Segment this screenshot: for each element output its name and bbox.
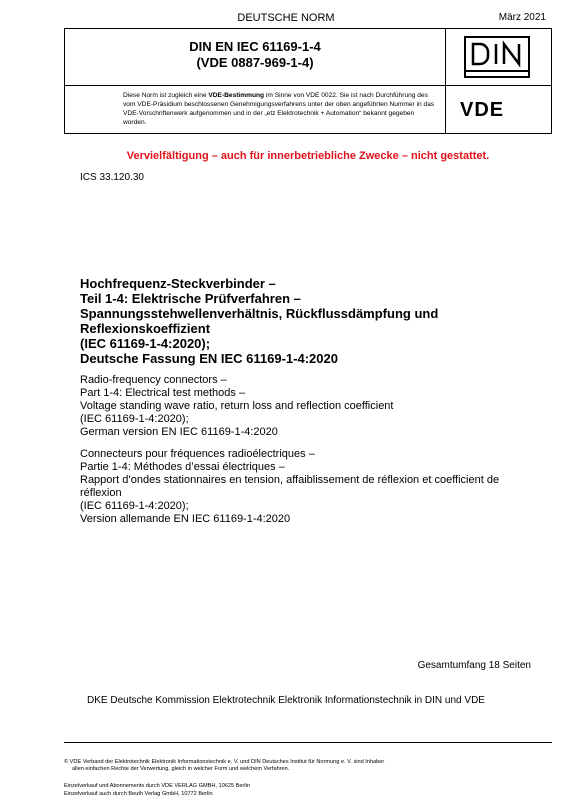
- notice-text-start: Diese Norm ist zugleich eine: [123, 92, 209, 99]
- english-title: [80, 374, 540, 439]
- copyright-line: allen einfachen Rechte der Verwertung, gleich in welcher Form und welchem Verfahren.: [72, 766, 290, 772]
- french-title-line: Version allemande EN IEC 61169-1-4:2020: [80, 513, 291, 525]
- notice-bold: VDE-Bestimmung: [208, 92, 265, 99]
- german-title: [80, 276, 540, 366]
- reproduction-warning: Vervielfältigung – auch für innerbetriebliche Zwecke – nicht gestattet.: [126, 150, 490, 162]
- notice-text-end: im Sinne von VDE 0022. Sie ist nach Durchführung des vom VDE-Präsidium beschlossenen Genehmigungsverfahrens unter der oben angeführten Nummer in das VDE-Vorschriftenwerk aufgenommen und in der „etz Elektrotechnik + Automation“ bekannt gegeben worden.: [123, 92, 435, 126]
- french-title-line: (IEC 61169-1-4:2020);: [80, 500, 189, 512]
- english-title-line: (IEC 61169-1-4:2020);: [80, 413, 189, 425]
- german-title-line: Spannungsstehwellenverhältnis, Rückflussdämpfung und: [80, 306, 439, 321]
- standard-number-line1: DIN EN IEC 61169-1-4: [189, 39, 321, 54]
- vde-notice: [123, 91, 439, 127]
- vde-logo: VDE: [460, 99, 505, 121]
- footer-divider: [64, 742, 552, 743]
- copyright-note: [64, 759, 552, 773]
- english-title-line: Part 1-4: Electrical test methods –: [80, 387, 246, 399]
- french-title: [80, 448, 550, 526]
- copyright-line: © VDE Verband der Elektrotechnik Elektronik Informationstechnik e. V. und DIN Deutsches Institut für Normung e. V. sind Inhaber: [64, 759, 385, 765]
- document-category: DEUTSCHE NORM: [237, 12, 335, 24]
- total-pages: Gesamtumfang 18 Seiten: [417, 660, 531, 671]
- english-title-line: Voltage standing wave ratio, return loss and reflection coefficient: [80, 400, 394, 412]
- german-title-line: Hochfrequenz-Steckverbinder –: [80, 276, 276, 291]
- german-title-line: (IEC 61169-1-4:2020);: [80, 336, 211, 351]
- french-title-line: réflexion: [80, 487, 122, 499]
- din-logo: [464, 36, 530, 78]
- german-title-line: Reflexionskoeffizient: [80, 321, 211, 336]
- sales-line: Einzelverkauf auch durch Beuth Verlag GmbH, 10772 Berlin: [64, 791, 213, 797]
- ics-code: ICS 33.120.30: [80, 172, 144, 183]
- french-title-line: Rapport d’ondes stationnaires en tension, affaiblissement de réflexion et coefficient de: [80, 474, 500, 486]
- dke-line: DKE Deutsche Kommission Elektrotechnik Elektronik Informationstechnik in DIN und VDE: [87, 695, 485, 706]
- publication-date: März 2021: [498, 12, 546, 23]
- french-title-line: Partie 1-4: Méthodes d’essai électriques –: [80, 461, 285, 473]
- sales-info: [64, 782, 250, 798]
- french-title-line: Connecteurs pour fréquences radioélectriques –: [80, 448, 315, 460]
- german-title-line: Deutsche Fassung EN IEC 61169-1-4:2020: [80, 351, 338, 366]
- standard-number-line2: (VDE 0887-969-1-4): [196, 55, 314, 70]
- standard-number: [65, 39, 445, 71]
- english-title-line: Radio-frequency connectors –: [80, 374, 227, 386]
- english-title-line: German version EN IEC 61169-1-4:2020: [80, 426, 278, 438]
- sales-line: Einzelverkauf und Abonnements durch VDE VERLAG GMBH, 10625 Berlin: [64, 783, 250, 789]
- title-frame: [64, 28, 552, 134]
- german-title-line: Teil 1-4: Elektrische Prüfverfahren –: [80, 291, 301, 306]
